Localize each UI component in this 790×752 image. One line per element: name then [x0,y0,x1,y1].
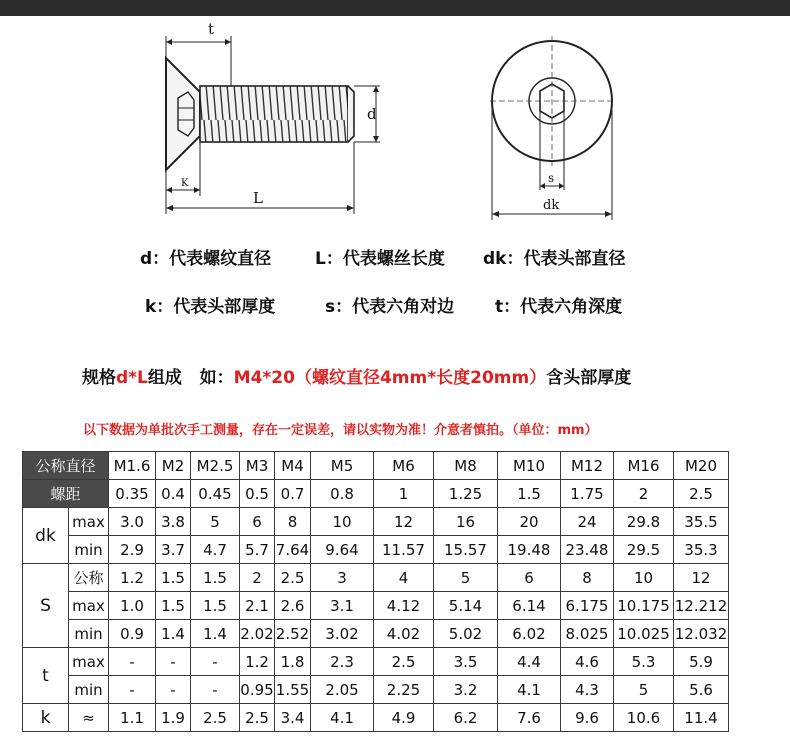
label-dk: dk [543,198,560,213]
pitch-value-cell: 0.45 [191,480,240,508]
header-size-cell: M1.6 [109,452,156,480]
header-size-cell: M20 [674,452,729,480]
value-cell: 3.0 [109,508,156,536]
value-cell: 19.48 [498,536,561,564]
legend-t: t：代表六角深度 [495,297,623,317]
value-cell: 1.5 [191,564,240,592]
value-cell: 12.212 [674,592,729,620]
value-cell: 2.1 [240,592,275,620]
value-cell: 2.5 [240,704,275,732]
header-size-cell: M8 [434,452,498,480]
header-size-cell: M2 [156,452,191,480]
group-label-cell: k [23,704,69,732]
pitch-value-cell: 0.35 [109,480,156,508]
value-cell: 3.4 [275,704,311,732]
table-row [23,676,729,704]
pitch-value-cell: 1.5 [498,480,561,508]
spec-suffix: 含头部厚度 [546,368,632,388]
value-cell: 2.3 [311,648,374,676]
screw-side-view-diagram [0,0,790,240]
value-cell: - [109,676,156,704]
value-cell: 35.5 [674,508,729,536]
pitch-value-cell: 1 [374,480,434,508]
pitch-value-cell: 0.8 [311,480,374,508]
value-cell: 6 [498,564,561,592]
value-cell: 2.5 [275,564,311,592]
value-cell: 9.64 [311,536,374,564]
value-cell: - [191,648,240,676]
sub-label-cell: max [69,648,109,676]
value-cell: 5 [614,676,674,704]
value-cell: 5 [434,564,498,592]
value-cell: 5.6 [674,676,729,704]
legend-k: k：代表头部厚度 [145,297,276,317]
value-cell: 1.0 [109,592,156,620]
spec-prefix: 规格 [82,368,116,388]
value-cell: 7.6 [498,704,561,732]
value-cell: 12.032 [674,620,729,648]
value-cell: 5 [191,508,240,536]
value-cell: 4.12 [374,592,434,620]
value-cell: 3.8 [156,508,191,536]
value-cell: 2.05 [311,676,374,704]
value-cell: 4.7 [191,536,240,564]
value-cell: 1.9 [156,704,191,732]
header-nominal-diameter: 公称直径 [23,452,109,480]
value-cell: - [191,676,240,704]
label-d: d [367,105,377,123]
pitch-value-cell: 1.75 [561,480,614,508]
value-cell: 2.25 [374,676,434,704]
value-cell: 1.8 [275,648,311,676]
value-cell: - [109,648,156,676]
spec-format: d*L [116,368,148,388]
value-cell: 20 [498,508,561,536]
value-cell: 8 [275,508,311,536]
value-cell: 4.1 [498,676,561,704]
value-cell: 10.025 [614,620,674,648]
sub-label-cell: min [69,536,109,564]
value-cell: 6.02 [498,620,561,648]
sub-label-cell: min [69,620,109,648]
value-cell: 2.6 [275,592,311,620]
value-cell: 5.9 [674,648,729,676]
header-size-cell: M5 [311,452,374,480]
sub-label-cell: min [69,676,109,704]
value-cell: 1.5 [156,592,191,620]
header-size-cell: M3 [240,452,275,480]
value-cell: 3.02 [311,620,374,648]
value-cell: 8.025 [561,620,614,648]
value-cell: 1.2 [240,648,275,676]
value-cell: 6.2 [434,704,498,732]
value-cell: 5.02 [434,620,498,648]
row-label-pitch: 螺距 [23,480,109,508]
header-size-cell: M16 [614,452,674,480]
header-size-cell: M4 [275,452,311,480]
value-cell: 1.5 [156,564,191,592]
value-cell: 1.5 [191,592,240,620]
table-row [23,648,729,676]
value-cell: 24 [561,508,614,536]
value-cell: 23.48 [561,536,614,564]
value-cell: 10.175 [614,592,674,620]
value-cell: 4.9 [374,704,434,732]
spec-explanation [82,363,631,388]
pitch-value-cell: 0.7 [275,480,311,508]
spec-mid: 组成 如： [147,368,234,388]
value-cell: - [156,648,191,676]
value-cell: 6.14 [498,592,561,620]
label-K: K [181,178,189,189]
screw-shank-shape [200,86,348,142]
value-cell: 8 [561,564,614,592]
value-cell: 3.5 [434,648,498,676]
legend-dk: dk：代表头部直径 [483,249,626,269]
value-cell: 9.6 [561,704,614,732]
value-cell: 1.4 [156,620,191,648]
header-size-cell: M6 [374,452,434,480]
value-cell: 35.3 [674,536,729,564]
legend-d: d：代表螺纹直径 [140,249,272,269]
value-cell: 10 [614,564,674,592]
sub-label-cell: 公称 [69,564,109,592]
pitch-value-cell: 1.25 [434,480,498,508]
screw-head-shape [166,58,200,170]
value-cell: 2.9 [109,536,156,564]
header-size-cell: M2.5 [191,452,240,480]
value-cell: 4.02 [374,620,434,648]
group-label-cell: S [23,564,69,648]
header-size-cell: M12 [561,452,614,480]
pitch-value-cell: 0.4 [156,480,191,508]
value-cell: 4 [374,564,434,592]
value-cell: 29.5 [614,536,674,564]
value-cell: 7.64 [275,536,311,564]
sub-label-cell: max [69,508,109,536]
label-t: t [208,20,215,38]
value-cell: 3 [311,564,374,592]
value-cell: 11.57 [374,536,434,564]
table-row [23,536,729,564]
value-cell: 12 [674,564,729,592]
value-cell: 16 [434,508,498,536]
value-cell: 1.55 [275,676,311,704]
table-header-row [23,452,729,480]
value-cell: 2.52 [275,620,311,648]
value-cell: 5.7 [240,536,275,564]
table-row [23,508,729,536]
value-cell: 5.3 [614,648,674,676]
value-cell: 4.4 [498,648,561,676]
group-label-cell: dk [23,508,69,564]
value-cell: 10.6 [614,704,674,732]
value-cell: 3.2 [434,676,498,704]
value-cell: 4.1 [311,704,374,732]
value-cell: 12 [374,508,434,536]
header-size-cell: M10 [498,452,561,480]
pitch-value-cell: 0.5 [240,480,275,508]
value-cell: 3.7 [156,536,191,564]
pitch-value-cell: 2.5 [674,480,729,508]
value-cell: 5.14 [434,592,498,620]
spec-example: M4*20（螺纹直径4mm*长度20mm） [233,368,547,388]
legend-L: L：代表螺丝长度 [315,249,445,269]
dimension-table [22,451,729,732]
table-row [23,620,729,648]
table-row-pitch [23,480,729,508]
value-cell: 4.3 [561,676,614,704]
value-cell: 11.4 [674,704,729,732]
measurement-notice: 以下数据为单批次手工测量，存在一定误差，请以实物为准！介意者慎拍。（单位：mm） [83,423,598,438]
group-label-cell: t [23,648,69,704]
value-cell: 2 [240,564,275,592]
value-cell: 1.2 [109,564,156,592]
value-cell: 2.5 [191,704,240,732]
value-cell: 0.9 [109,620,156,648]
value-cell: 6 [240,508,275,536]
table-row [23,564,729,592]
value-cell: 2.5 [374,648,434,676]
value-cell: 3.1 [311,592,374,620]
value-cell: 0.95 [240,676,275,704]
value-cell: 6.175 [561,592,614,620]
sub-label-cell: ≈ [69,704,109,732]
pitch-value-cell: 2 [614,480,674,508]
value-cell: - [156,676,191,704]
label-L: L [253,189,263,207]
value-cell: 15.57 [434,536,498,564]
table-row [23,592,729,620]
legend-s: s：代表六角对边 [325,297,455,317]
value-cell: 4.6 [561,648,614,676]
value-cell: 2.02 [240,620,275,648]
value-cell: 29.8 [614,508,674,536]
table-row [23,704,729,732]
sub-label-cell: max [69,592,109,620]
value-cell: 1.4 [191,620,240,648]
value-cell: 1.1 [109,704,156,732]
value-cell: 10 [311,508,374,536]
label-s: s [548,171,555,185]
